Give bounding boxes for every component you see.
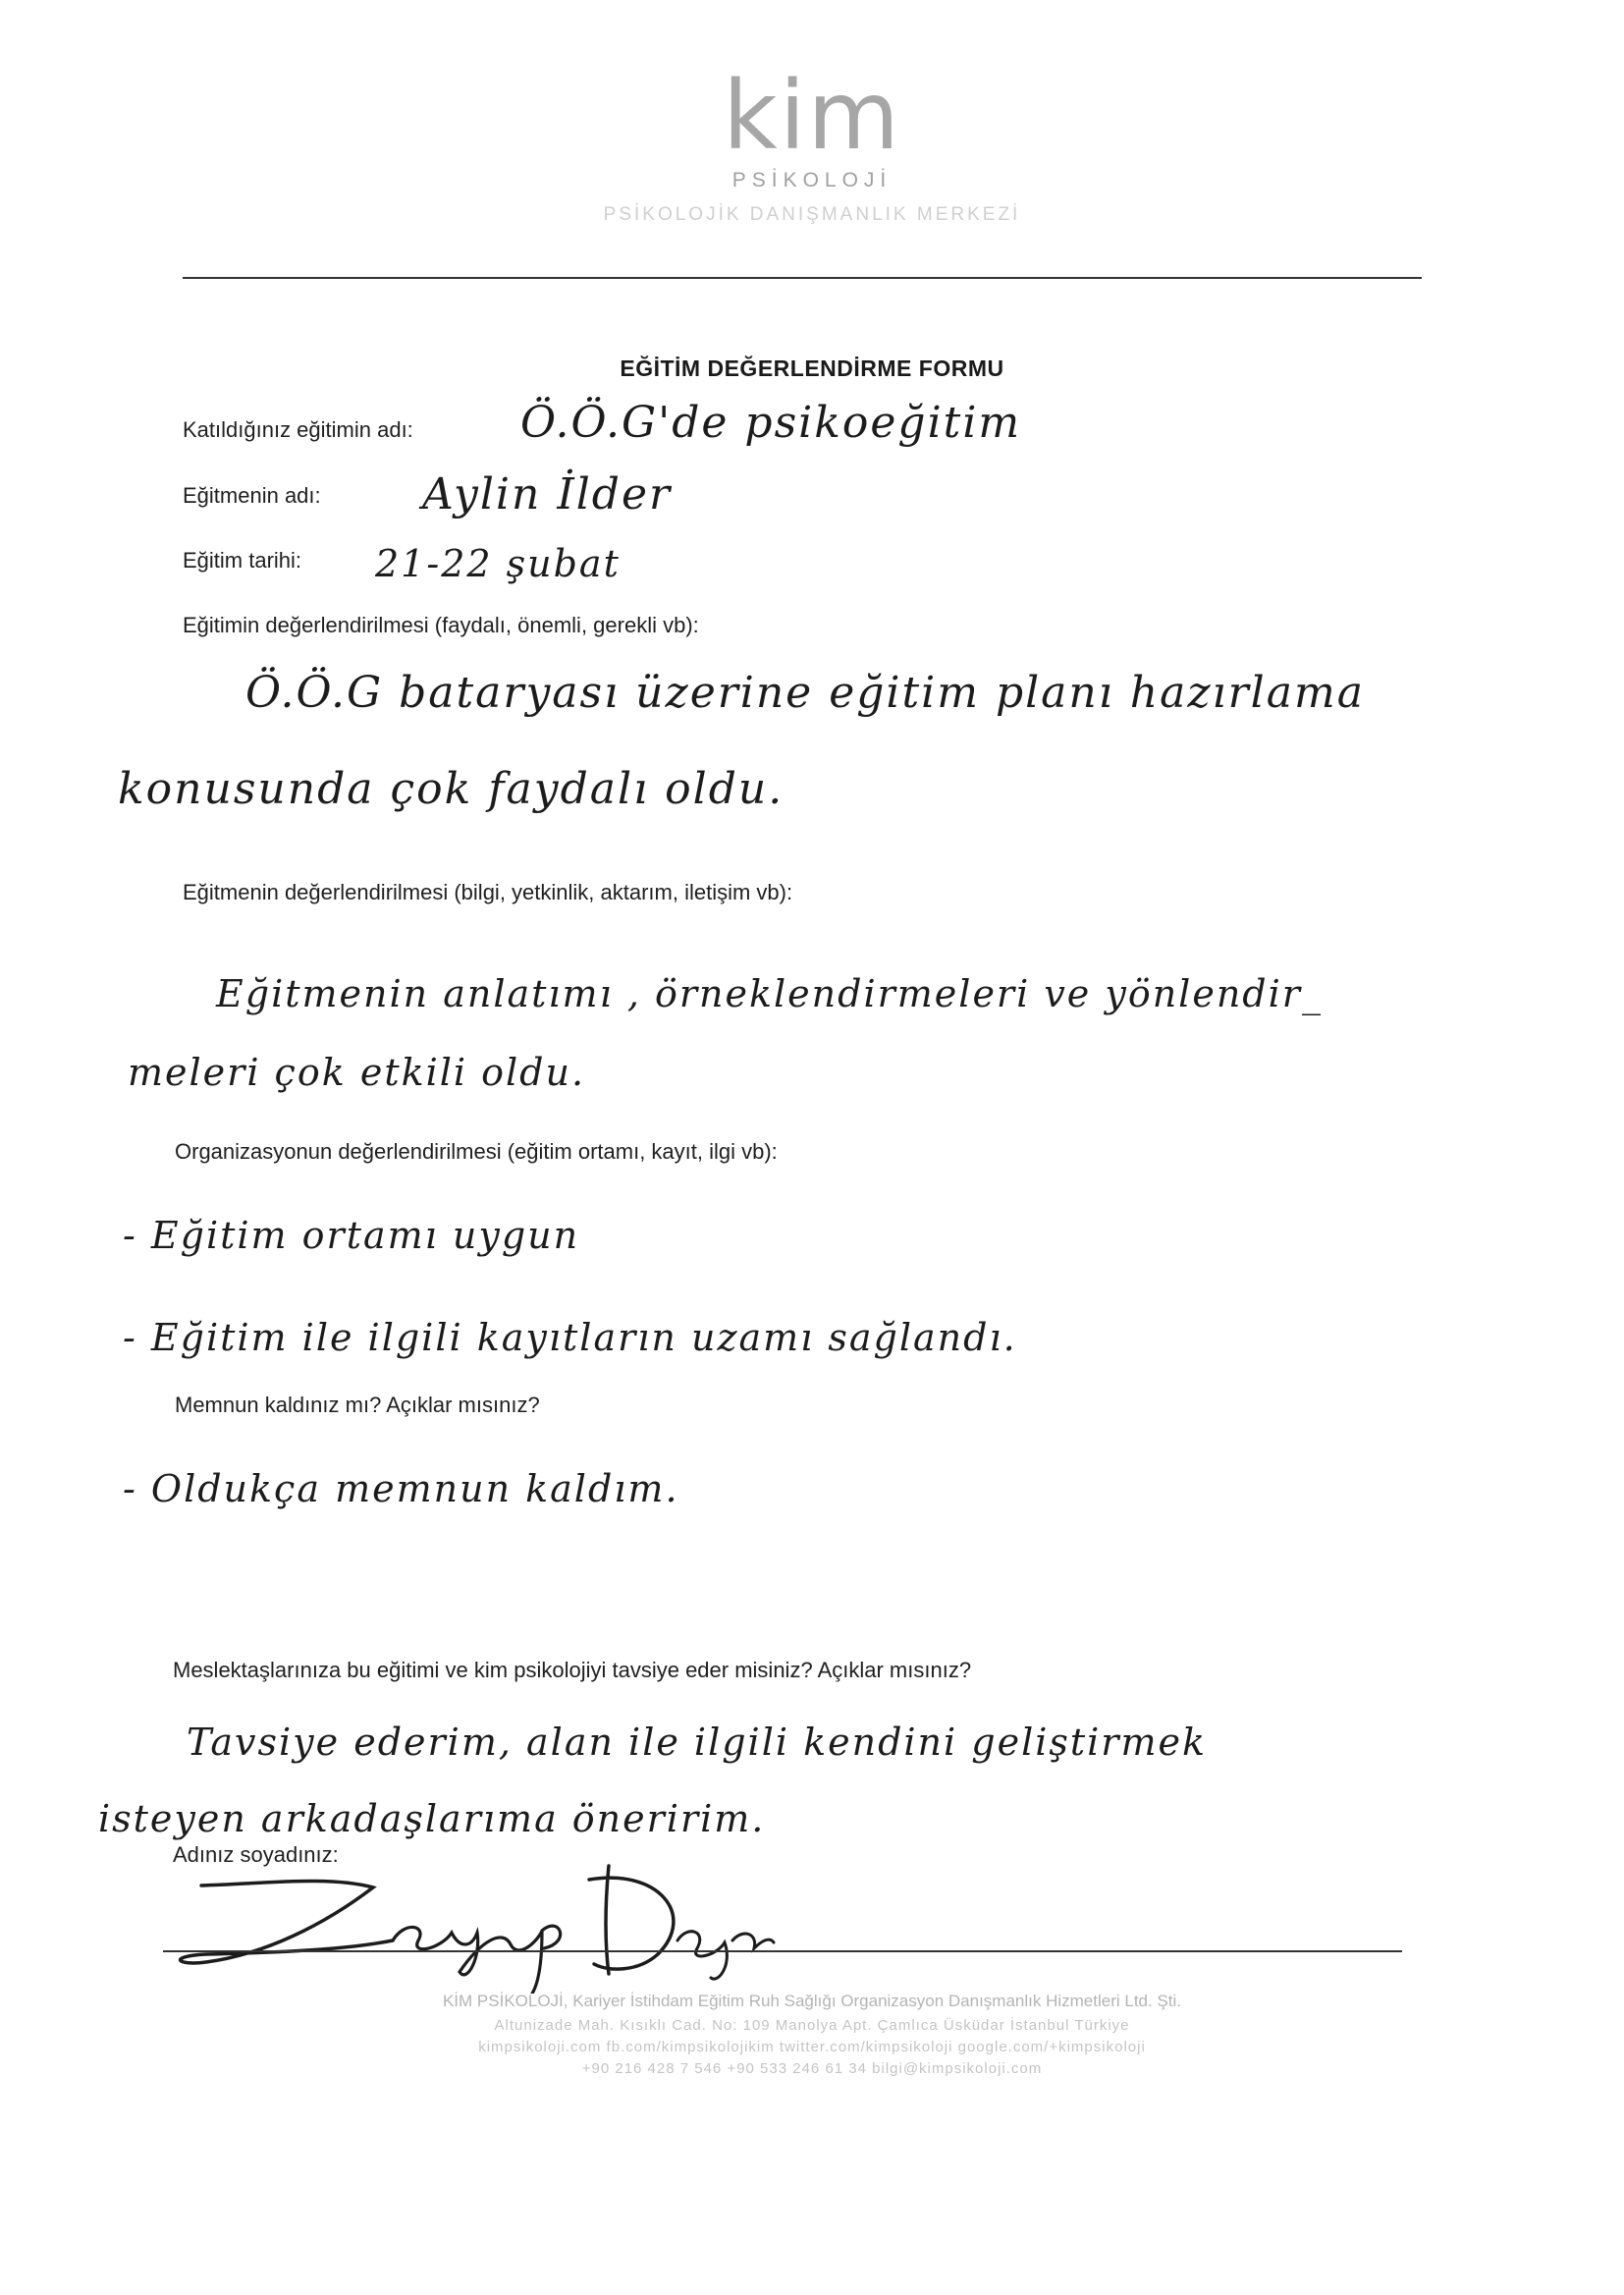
satisfaction-line-1: - Oldukça memnun kaldım. [123,1467,679,1510]
training-eval-line-1: Ö.Ö.G bataryası üzerine eğitim planı hazırlama [245,668,1365,718]
header-divider [183,277,1422,279]
letterhead [0,61,1624,226]
org-eval-label: Organizasyonun değerlendirilmesi (eğitim ortamı, kayıt, ilgi vb): [175,1139,778,1164]
trainer-eval-label: Eğitmenin değerlendirilmesi (bilgi, yetkinlik, aktarım, iletişim vb): [183,880,793,904]
recommend-line-1: Tavsiye ederim, alan ile ilgili kendini geliştirmek [187,1721,1208,1764]
training-eval-label: Eğitimin değerlendirilmesi (faydalı, önemli, gerekli vb): [183,613,699,637]
footer-web: kimpsikoloji.com fb.com/kimpsikolojikim twitter.com/kimpsikoloji google.com/+kimpsikoloji [478,2039,1146,2055]
trainer-eval-line-2: meleri çok etkili oldu. [128,1051,586,1094]
training-date-answer: 21-22 şubat [375,542,621,585]
footer-contact: +90 216 428 7 546 +90 533 246 61 34 bilgi@kimpsikoloji.com [581,2060,1043,2077]
logo-tagline: PSİKOLOJİK DANIŞMANLIK MERKEZİ [603,204,1021,225]
kim-logo: kim [723,61,901,171]
trainer-eval-line-1: Eğitmenin anlatımı , örneklendirmeleri ve yönlendir_ [216,972,1323,1015]
training-name-label: Katıldığınız eğitimin adı: [183,417,413,442]
logo-subtitle: PSİKOLOJİ [731,169,893,191]
form-title: EĞİTİM DEĞERLENDİRME FORMU [620,355,1004,381]
recommend-label: Meslektaşlarınıza bu eğitimi ve kim psikolojiyi tavsiye eder misiniz? Açıklar mısınız? [173,1658,972,1682]
training-date-label: Eğitim tarihi: [183,548,302,573]
footer [0,1992,1624,2082]
org-eval-line-1: - Eğitim ortamı uygun [123,1214,580,1257]
training-eval-line-2: konusunda çok faydalı oldu. [118,764,785,814]
signature-divider [163,1950,1402,1952]
name-label: Adınız soyadınız: [173,1842,339,1867]
signature-icon [147,1846,776,1994]
recommend-line-2: isteyen arkadaşlarıma öneririm. [98,1797,766,1840]
footer-address: Altunizade Mah. Kısıklı Cad. No: 109 Manolya Apt. Çamlıca Üsküdar İstanbul Türkiye [494,2017,1130,2034]
footer-company: KİM PSİKOLOJİ, Kariyer İstihdam Eğitim Ruh Sağlığı Organizasyon Danışmanlık Hizmetleri Ltd. Şti. [442,1992,1182,2010]
training-name-answer: Ö.Ö.G'de psikoeğitim [520,398,1022,448]
trainer-name-answer: Aylin İlder [422,469,673,519]
trainer-name-label: Eğitmenin adı: [183,483,321,508]
satisfaction-label: Memnun kaldınız mı? Açıklar mısınız? [175,1393,540,1417]
org-eval-line-2: - Eğitim ile ilgili kayıtların uzamı sağlandı. [123,1316,1017,1359]
